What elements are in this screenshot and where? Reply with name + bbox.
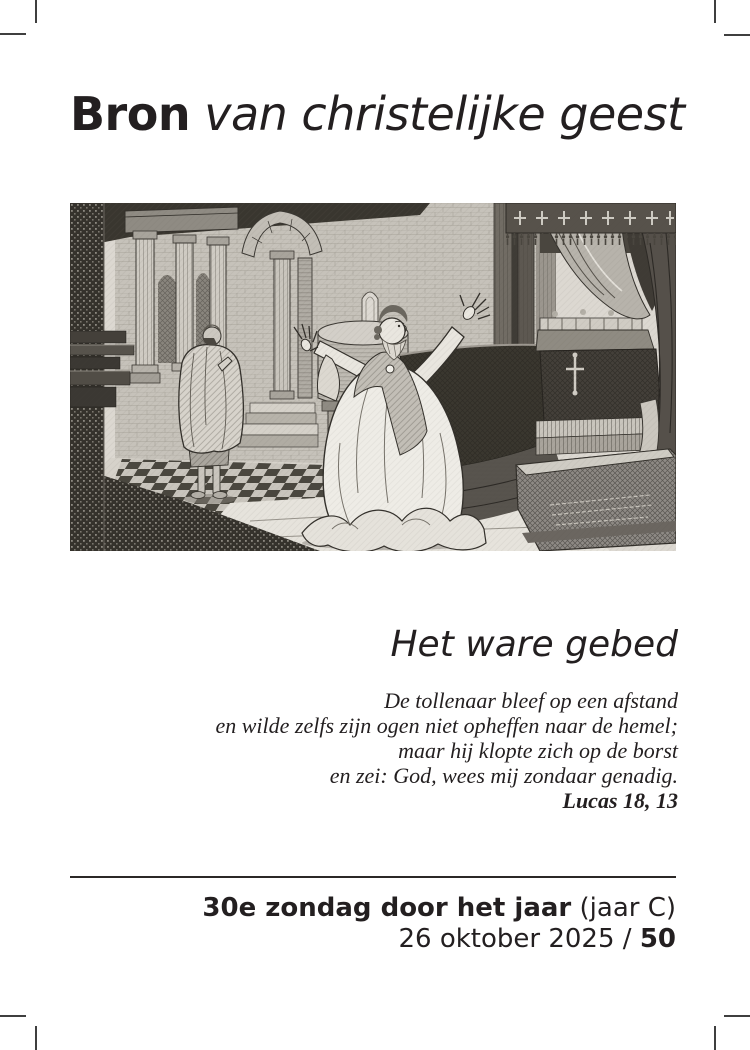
quote-line: en zei: God, wees mij zondaar genadig. <box>329 763 678 788</box>
engraving <box>70 203 676 551</box>
crop-mark-bottom-left-horizontal <box>0 1015 26 1017</box>
divider-rule <box>70 876 676 878</box>
sunday-line <box>202 893 676 924</box>
crop-mark-top-right-vertical <box>714 0 716 23</box>
crop-mark-bottom-left-vertical <box>35 1026 37 1050</box>
sunday-title: 30e zondag door het jaar <box>202 893 572 923</box>
issue-date: 26 oktober 2025 / <box>398 924 640 954</box>
page-title <box>70 89 690 140</box>
issue-number: 50 <box>639 924 676 954</box>
sunday-year-cycle: (jaar C) <box>571 893 676 923</box>
crop-mark-top-left-vertical <box>35 0 37 23</box>
crop-mark-top-right-horizontal <box>724 34 750 36</box>
theme-title: Het ware gebed <box>390 624 678 665</box>
date-line <box>202 924 676 955</box>
crop-mark-top-left-horizontal <box>0 33 26 35</box>
title-italic-part: van christelijke geest <box>190 87 685 141</box>
quote-line: maar hij klopte zich op de borst <box>398 738 678 763</box>
crop-mark-bottom-right-vertical <box>714 1026 716 1050</box>
engraving-illustration <box>70 203 676 551</box>
title-word-bron: Bron <box>70 87 191 141</box>
quote-line: De tollenaar bleef op een afstand <box>384 688 678 713</box>
crop-mark-bottom-right-horizontal <box>724 1015 750 1017</box>
issue-info <box>202 893 676 955</box>
scripture-quote <box>215 688 678 813</box>
quote-line: en wilde zelfs zijn ogen niet opheffen naar de hemel; <box>215 713 678 738</box>
quote-attribution: Lucas 18, 13 <box>562 788 678 813</box>
